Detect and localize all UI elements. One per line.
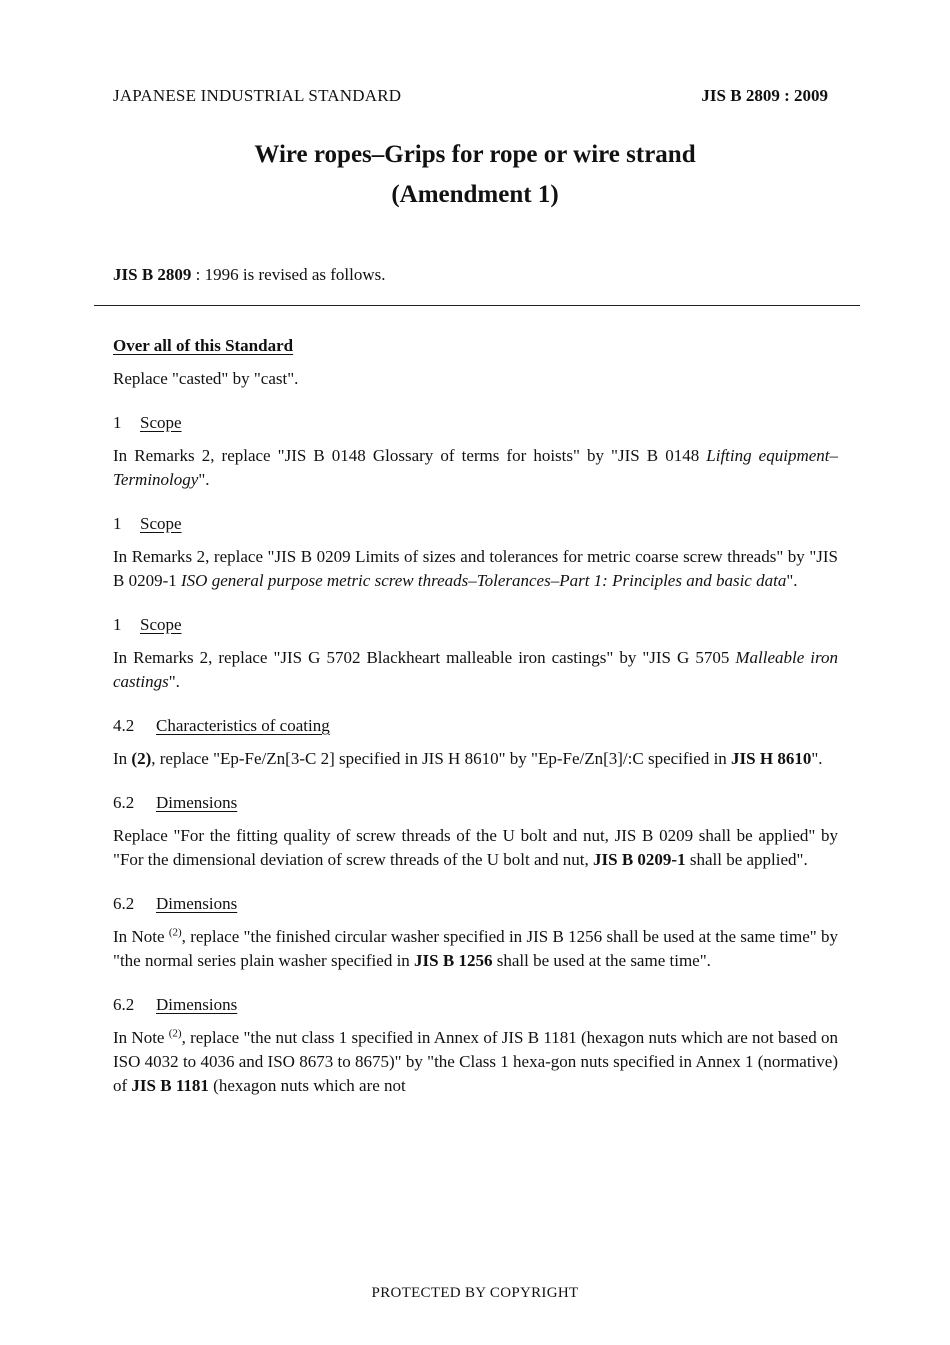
section-text <box>113 925 838 973</box>
revision-text: : 1996 is revised as follows. <box>191 265 386 284</box>
section-number: 4.2 <box>113 716 135 735</box>
section-title: Scope <box>140 615 182 634</box>
section-text <box>113 367 838 391</box>
revision-statement <box>113 265 386 285</box>
section-title: Dimensions <box>156 995 238 1014</box>
standard-type-header: JAPANESE INDUSTRIAL STANDARD <box>113 86 402 105</box>
text-run: ". <box>811 749 823 768</box>
section-heading <box>113 334 838 358</box>
section-number: 1 <box>113 615 122 634</box>
standard-number-header: JIS B 2809 : 2009 <box>701 86 828 105</box>
text-run: In Remarks 2, replace "JIS B 0209 Limits of sizes and tolerances for metric coarse screw threads" by "JIS B 0209-1 <box>113 547 838 590</box>
section-heading <box>113 512 838 536</box>
section-text <box>113 545 838 593</box>
section-text <box>113 747 838 771</box>
section-number: 6.2 <box>113 995 135 1014</box>
text-run: ". <box>786 571 798 590</box>
section-title: Dimensions <box>156 793 238 812</box>
section-title: Scope <box>140 413 182 432</box>
amendment-list <box>113 334 838 1118</box>
revision-code: JIS B 2809 <box>113 265 192 284</box>
note-reference: (2) <box>168 1027 182 1040</box>
italic-title: Malleable iron castings <box>113 648 838 691</box>
text-run: In Note <box>113 1028 169 1047</box>
section-title: Characteristics of coating <box>156 716 330 735</box>
section-heading <box>113 411 838 435</box>
text-run: (hexagon nuts which are not <box>208 1076 406 1095</box>
bold-run: (2) <box>131 749 152 768</box>
text-run: , replace "the nut class 1 specified in Annex of JIS B 1181 (hexagon nuts which are not based on ISO 4032 to 4036 and ISO 8673 to 8675)" by "the Class 1 hexa-gon nuts specified in Annex 1 (normative) of <box>113 1028 838 1095</box>
section-text <box>113 444 838 492</box>
text-run: shall be used at the same time". <box>492 951 711 970</box>
section-heading <box>113 714 838 738</box>
document-subtitle: (Amendment 1) <box>391 181 559 208</box>
text-run: Replace "For the fitting quality of screw threads of the U bolt and nut, JIS B 0209 shall be applied" by "For the dimensional deviation of screw threads of the U bolt and nut, <box>113 826 838 869</box>
bold-run: JIS H 8610 <box>731 749 812 768</box>
section-heading <box>113 892 838 916</box>
note-reference: (2) <box>168 926 182 939</box>
text-run: In Remarks 2, replace "JIS G 5702 Blackheart malleable iron castings" by "JIS G 5705 <box>113 648 736 667</box>
text-run: Replace "casted" by "cast". <box>113 369 299 388</box>
text-run: , replace "the finished circular washer specified in JIS B 1256 shall be used at the same time" by "the normal series plain washer specified in <box>113 927 838 970</box>
text-run: In Remarks 2, replace "JIS B 0148 Glossary of terms for hoists" by "JIS B 0148 <box>113 446 707 465</box>
text-run: , replace "Ep-Fe/Zn[3-C 2] specified in JIS H 8610" by "Ep-Fe/Zn[3]/:C specified in <box>151 749 732 768</box>
section-text <box>113 1026 838 1098</box>
section-text <box>113 824 838 872</box>
text-run: shall be applied". <box>685 850 808 869</box>
text-run: In <box>113 749 132 768</box>
section-number: 1 <box>113 413 122 432</box>
italic-title: Lifting equipment–Terminology <box>113 446 838 489</box>
section-title: Over all of this Standard <box>113 336 294 355</box>
section-text <box>113 646 838 694</box>
section-number: 6.2 <box>113 793 135 812</box>
bold-run: JIS B 1256 <box>414 951 493 970</box>
section-number: 1 <box>113 514 122 533</box>
text-run: ". <box>198 470 210 489</box>
section-title: Dimensions <box>156 894 238 913</box>
text-run: ". <box>168 672 180 691</box>
bold-run: JIS B 0209-1 <box>593 850 686 869</box>
section-heading <box>113 613 838 637</box>
copyright-footer: PROTECTED BY COPYRIGHT <box>371 1285 579 1301</box>
section-heading <box>113 791 838 815</box>
section-heading <box>113 993 838 1017</box>
bold-run: JIS B 1181 <box>131 1076 209 1095</box>
document-title: Wire ropes–Grips for rope or wire strand <box>254 141 696 168</box>
section-number: 6.2 <box>113 894 135 913</box>
horizontal-rule <box>94 305 860 306</box>
text-run: In Note <box>113 927 169 946</box>
section-title: Scope <box>140 514 182 533</box>
italic-title: ISO general purpose metric screw threads–Tolerances–Part 1: Principles and basic data <box>181 571 787 590</box>
